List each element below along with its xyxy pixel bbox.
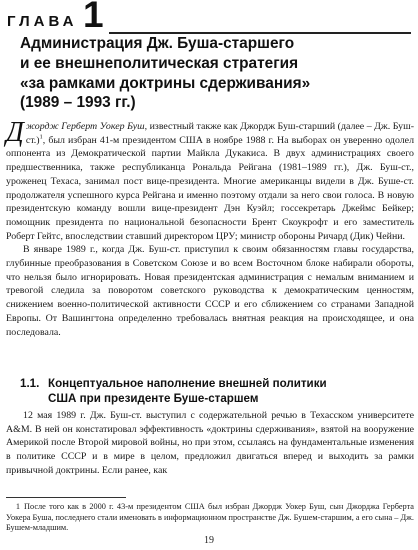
paragraph: В январе 1989 г., когда Дж. Буш-ст. приступил к своим обязанностям главы государства, глубинные преобразования в Советском Союзе и во всем Восточном блоке набирали обороты, что нельзя было игнорировать. Новая президентская администрация с немалым вниманием и тревогой следила за поворотом советского руководства к демократическим ценностям, снижением военно-политической активности СССР и его сближением со странами Западной Европы. От Вашингтона определенно требовалась внятная реакция на происходящее, и она последовала. bbox=[6, 244, 414, 338]
page-number: 19 bbox=[204, 535, 214, 546]
paragraph-text: , известный также как Джордж Буш-старший (далее – Дж. Буш-ст.) bbox=[25, 121, 415, 146]
section-title-line: Концептуальное наполнение внешней политики bbox=[48, 377, 327, 390]
section-title-line: США при президенте Буше-старшем bbox=[48, 392, 259, 405]
section-heading bbox=[20, 376, 412, 406]
chapter-title-line: «за рамками доктрины сдерживания» bbox=[20, 74, 311, 92]
main-text bbox=[6, 117, 415, 339]
chapter-title-line: Администрация Дж. Буша-старшего bbox=[20, 35, 295, 52]
chapter-number: 1 bbox=[83, 0, 104, 35]
chapter-title-line: и ее внешнеполитическая стратегия bbox=[20, 54, 299, 72]
footnote-reference[interactable]: 1 bbox=[39, 133, 43, 141]
footnote-mark: 1 bbox=[15, 502, 20, 511]
section-number: 1.1. bbox=[20, 377, 40, 390]
footnote-separator bbox=[6, 497, 126, 498]
section-text bbox=[6, 409, 414, 478]
drop-cap: Д bbox=[6, 117, 24, 148]
footnote bbox=[6, 502, 414, 534]
paragraph bbox=[6, 117, 415, 243]
paragraph-text: , был избран 41-м президентом США в ноябре 1988 г. На выборах он уверенно одолел оппонента из Демократической партии Майкла Дукакиса. В двух администрациях своего предшественника, также республиканца Рональда Рейгана (1981–1989 гг.), Дж. Буш-ст., уроженец Техаса, занимал пост вице-президента. Многие американцы видели в Дж. Буше-ст. продолжателя успешного курса Рейгана и именно поэтому отдали за него свои голоса. В новую президентскую команду вошли вице-президент Дэн Куэйл; госсекретарь Джеймс Бейкер; помощник президента по национальной безопасности Брент Скоукрофт и его заместитель Роберт Гейтс, впоследствии ставший директором ЦРУ; министр обороны Ричард (Дик) Чейни. bbox=[6, 134, 414, 242]
paragraph: 12 мая 1989 г. Дж. Буш-ст. выступил с содержательной речью в Техасском университете A&M. В ней он констатировал эффективность «доктрины сдерживания», взятой на вооружение Америкой после Второй мировой войны, но при этом, ссылаясь на фундаментальные изменения в политике СССР и в мире в целом, предложил двигаться вперед и выходить за рамки привычной доктрины. Если ранее, как bbox=[6, 410, 414, 476]
chapter-header bbox=[0, 0, 418, 34]
chapter-title-line: (1989 – 1993 гг.) bbox=[20, 94, 136, 112]
chapter-label: ГЛАВА bbox=[7, 13, 78, 30]
footnote-text: После того как в 2000 г. 43-м президентом США был избран Джордж Уокер Буш, сын Джорджа Герберта Уокера Буша, последнего стали именовать в информационном пространстве Дж. Бушем-старшим, а его сына – Дж. Бушем-младшим. bbox=[6, 502, 414, 533]
chapter-title bbox=[20, 34, 412, 113]
lead-name: жордж Герберт Уокер Буш bbox=[25, 121, 145, 132]
